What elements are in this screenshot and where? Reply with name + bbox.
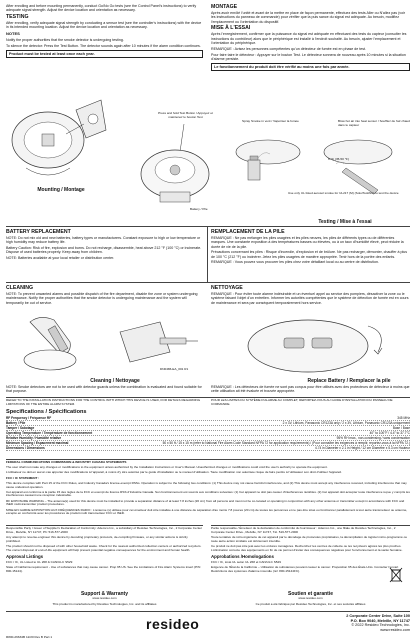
cleaning-figure: [10, 312, 200, 380]
testing-title-fr: MISE À L'ESSAI: [211, 25, 251, 32]
annual-test-box-en: Product must be tested at least once each year.: [6, 50, 203, 58]
detector-illustration: [120, 112, 220, 222]
spec-label: Tamper / Sabotage: [6, 426, 35, 430]
support-fr: [211, 591, 410, 602]
testing-caption: Testing / Mise à l'essai: [318, 219, 372, 225]
battery-p1-en: NOTE: Do not mix old and new batteries, battery types or manufacturers. Constant exposure to high or low temperature or high humidity may reduce battery life.: [6, 236, 201, 245]
cleaning-en-section: [6, 285, 203, 306]
made-by-fr: [211, 603, 410, 608]
battery-title-fr: REMPLACEMENT DE LA PILE: [211, 229, 285, 235]
fcc-p3: This device complies with Part 15 of the FCC Rules, and Industry Canada's license-exempt RSSs. Operation is subject to the following two conditions: (1) This device may not cause harmful interference, and (2) This device must accept any interference received, including interference that may cause undesired operation.: [6, 480, 407, 489]
montage-intro-fr: Après avoir enrôlé l'unité et avant de la mettre en place de façon permanente, effectuez des tests Aller ou N'allez pas (voir les instructions du panneau de commande) pour vérifier que la puis sance du signal est adéquate. Au besoin, modifiez l'emplacement ou l'orientation du dispositif.: [211, 11, 406, 24]
spec-label: RF Frequency / Fréquence RF: [6, 416, 52, 420]
address-line-2: P.O. Box 9040, Melville, NY 11747: [350, 618, 410, 623]
manufacturer-fr: Ce produit a été fabriqué par Resideo Technologies, Inc. et ses sociétés affiliées: [255, 602, 366, 606]
replace-battery-figure: [228, 312, 408, 380]
footer-url[interactable]: www.resideo.com: [380, 627, 410, 632]
footer-address: [270, 614, 410, 632]
address-line-1: 2 Corporate Center Drive, Suite 100: [346, 614, 410, 618]
testing-figure: [228, 120, 410, 210]
listings-title-fr: Approbations /Homologations: [211, 553, 274, 559]
divider-battery: [6, 226, 410, 227]
fcc-p1: The user shall not make any changes or modifications to the equipment unless authorized by the Installation Instructions or User's Manual. Unauthorized changes or modifications could void the user's authority to operate the equipment.: [6, 465, 328, 470]
reverse-engineer-en: Any attempt to reverse-engineer this device by decoding proprietary protocols, de-compiling firmware, or any similar actions is strictly prohibited.: [6, 534, 188, 543]
spec-value: Base / Base: [392, 426, 410, 430]
test-button-figure: [120, 112, 220, 222]
spec-row: [6, 446, 410, 451]
heat-callout: Blow hot air into heat sensor / Soufflez de l'air chaud dans le capteur: [338, 119, 410, 127]
montage-title-fr: MONTAGE: [211, 4, 238, 10]
spec-value: 95% RH max., non-condensing / sans condensation: [336, 436, 410, 440]
cleaning-caption: Cleaning / Nettoyage: [90, 378, 140, 384]
testing-en-section: [6, 4, 203, 58]
prop65-en: State of California requirement - Use of substances that may cause cancer. Prop 65 US. See the Limitations of Fire Alarm Systems insert (P/N 800-15144).: [6, 564, 201, 573]
fcc-ic-title: FCC / IC STATEMENT :: [6, 475, 40, 480]
testing-body-en: After enrolling, verify adequate signal strength by conducting a sensor test (see the controller's instructions) with the device in its intended mounting location. Adjust the device location and orientation as necessary.: [6, 21, 202, 30]
specs-table: [6, 416, 410, 451]
listings-items-fr: FCC / IC, Listé UL selon UL 268 et CAN/ULC S529: [211, 559, 281, 564]
specs-title: Specifications / Spécifications: [6, 409, 87, 415]
fcc-p3-fr: Cet appareil est conforme à la partie 15 des règles de la FCC et exempt de licence RSS d'Industrie Canada. Son fonctionnement est soumis aux conditions suivantes: (1) Cet appareil ne doit pas causer d'interférences nuisibles. (2) Cet appareil doit accepter toute interférence reçue y compris les interférences causant une réception indésirable.: [6, 489, 410, 498]
battery-p2-en: Battery Caution: Risk of fire, explosion and burns. Do not recharge, disassemble, heat above 212 °F (100 °C) or incinerate. Dispose of used batteries properly. Keep away from children.: [6, 246, 202, 255]
divider-footer: [6, 611, 410, 612]
guard-note-en: [6, 385, 203, 395]
listings-items-en: FCC / IC, UL Listed to UL 268 & CAN/ULC S529: [6, 559, 73, 564]
refer-text-en: REFER TO THE INSTALLATION INSTRUCTIONS FOR THE CONTROL WITH WHICH THIS DEVICE IS USED, FOR DETAILS REGARDING LIMITATIONS OF THE ENTIRE ALARM SYSTEM.: [6, 398, 201, 406]
spec-label: Operating Temperature / Température de fonctionnement: [6, 431, 93, 435]
mounting-intro-en: After enrolling and before mounting permanently, conduct Go/No Go tests (see the Control Panel's instructions) to verify adequate signal strength. Adjust the device location and orientation as necessary.: [6, 4, 197, 13]
testing-body-fr: Après l'enregistrement, confirmer que la puissance du signal est adéquate en effectuant des tests du capteur (consulter les instructions du contrôleur) alors que le périphérique est installé à l'endroit souhaité. Au besoin, ajuster l'emplacement et l'orientation du périphérique.: [211, 32, 407, 45]
spec-label: Dimensions / Dimensions: [6, 446, 45, 450]
disposal-fr: Ce produit ne doit pas être jeté avec les ordures ménagères. Recherchez les centres de collecte ou les recycleurs agréés les plus proches. L'élimination correcte des équipements en fin de vie permet d'éviter des conséquences négatives pour l'environnement et la santé humaine.: [211, 543, 403, 552]
cleaning-title-en: CLEANING: [6, 285, 34, 291]
copyright: © 2022 Resideo Technologies, Inc.: [351, 623, 410, 628]
battery-en-section: [6, 229, 203, 262]
spec-label: Battery / Pile: [6, 421, 26, 425]
cleaning-p1-en: NOTE: To prevent unwanted alarms and possible dispatch of the fire department, disable the zone or system undergoing maintenance. Notify the proper authorities that the smoke detector is undergoing maintenance and the system will temporarily be out of service.: [6, 292, 198, 305]
detector-guards-note-fr: REMARQUE : Les détecteurs de fumée ne sont pas conçus pour être utilisés avec des protecteurs de détecteur à moins que cette utilisation ait été évaluée et trouvée appropriée.: [211, 385, 410, 394]
spec-label: Minimum Spacing / Espacement maximal: [6, 441, 69, 445]
prop65-fr: Exigence de l'État de la Californie – Utilisation de substances pouvant causer le cancer. Proposition 65 des États-Unis. Consulter l'encart Restrictions des systèmes d'alarme incendie (réf. 800-15144FC).: [211, 564, 399, 573]
guard-note-fr: [211, 385, 410, 395]
responsible-party-en: Responsible Party / Issuer of Supplier's Declaration of Conformity: Ademco Inc., a subsidiary of Resideo Technologies, Inc., 2 Corporate Center Drive., Melville, NY 11747, Ph: 516-577-2000: [6, 526, 203, 534]
document-number: R800-26634B 12/20 Rev B Part 1: [6, 635, 53, 639]
battery-p2-fr: Précautions concernant les piles : Risque d'incendie, d'explosion et de brûlure. Ne pas recharger, démonter, chauffer à plus de 100 °C (212 °F) ou incinérer. Jetez les piles usagées de manière appropriée. Tenir hors de la portée des enfants.: [211, 250, 408, 259]
battery-p1-fr: REMARQUE : Ne pas mélanger les piles usagées et les piles neuves, les piles de différents types ou de différentes marques. Une constante exposition à des températures basses ou élevées, ou à un taux d'humidité élevé, peut réduire la durée de vie de la pile.: [211, 236, 404, 249]
annual-test-box-fr: Le fonctionnement du produit doit être vérifié au moins une fois par année.: [211, 63, 410, 71]
made-by-en: [6, 603, 203, 608]
resideo-logo: resideo: [146, 616, 200, 632]
silence-body-en: To silence the detector: Press the Test Button. The detector sounds again after 10 minutes if the alarm condition continues.: [6, 43, 201, 48]
listings-title-en: Approval Listings: [6, 553, 44, 559]
disposal-en: The product should not be disposed of with other household waste. Check for the nearest authorized collection centers or authorized recyclers. The correct disposal of end-of-life equipment will help prevent potential negative consequences for the environment and human health.: [6, 543, 202, 552]
spec-value: 50 x 50 ft / 15 x 15 m (refer to National Fire Alarm Code Standard NFPA 72 for application requirements) / (Pour connaître les exigences à remplir, reportez-vous à la NFPA 72.): [162, 441, 410, 445]
fcc-p1-fr: L'utilisateur ne doit en aucun cas apporter des modifications à l'appareil, à moins d'y être autorisé par le guide d'installation ou le manuel d'utilisation. Toute modification non autorisée risque de faire perdre à l'utilisateur son droit d'utiliser l'appareil.: [6, 470, 342, 475]
spec-value: 2 x 3V, Lithium, Panasonic CR123A only / 2 x 3V, Lithium, Panasonic CR123A uniquement: [282, 421, 410, 425]
spec-value: 4.74 in Diameter x 2.1 in Height / 12 cm Diamètre x 5.3 cm Hauteur: [315, 446, 410, 450]
testing-fr-section: [211, 4, 410, 71]
notes-body-en: Notify the proper authorities that the smoke detector is undergoing testing.: [6, 38, 124, 43]
manufacturer-en: This product is manufactured by Resideo Technologies, Inc. and its affiliates: [52, 602, 157, 606]
cleaning-title-fr: NETTOYAGE: [211, 285, 243, 291]
fcc-section: [6, 459, 410, 517]
refer-fr: [211, 399, 410, 408]
divider-cleaning: [6, 282, 410, 283]
support-en: [6, 591, 203, 602]
battery-title-en: BATTERY REPLACEMENT: [6, 229, 71, 235]
battery-p3-en: NOTE: Batteries available at your local retailer or distribution center.: [6, 256, 115, 261]
mounting-figure: [6, 90, 116, 190]
column-divider-1: [207, 226, 208, 282]
support-url-fr[interactable]: www.resideo.com: [298, 596, 323, 600]
spec-value: 345 MHz: [397, 416, 410, 420]
aerosol-note: Use only UL listed aerosol smoke for UL217 (M) (Solo/Testifire) to test the device: [288, 191, 399, 195]
specifications: [6, 409, 410, 451]
responsible-party-fr: Partie responsable / Émetteur de la déclaration de conformité du fournisseur : Ademco Inc., une filiale de Resideo Technologies, Inc., 2 Corporate Center Drive., Melville, NY 11747, Tél. 516-577-2000: [211, 526, 396, 534]
cleaning-p1-fr: REMARQUE : Pour éviter toute alarme indésirable et un éventuel appel au service des pompiers, désactiver la zone ou le système faisant l'objet d'un entretien. Informer les autorités compétentes que le système de détection de fumée est en cours de maintenance et sera par conséquent temporairement hors service.: [211, 292, 409, 305]
test-button-callout: Press and hold Test Button / Appuyez et maintenez le bouton Test: [158, 111, 213, 119]
cleaning-figure-code: DN0486-EA_001 R1: [160, 367, 189, 371]
notes-body-fr: REMARQUE : Avisez les personnes compétentes qu'un détecteur de fumée est en phase de test.: [211, 46, 367, 51]
bottom-fr: [211, 525, 410, 575]
fcc-p4-fr: MISE EN GARDE EXPOSITION AUX FRÉQUENCES RADIO : L'antenne (s) utilisée pour cet émetteur doit être installée à une distance de séparation d'au moins 7.8 pouces (20 cm) de toutes les personnes et ne pas être situé ou fonctionner parallèlement à tout autre transmetteur ou antenne, excepté en conformité avec les procédures de produit multi transmetteur FCC et ISED.: [6, 507, 408, 516]
notes-title-en: NOTES: [6, 31, 20, 37]
fcc-p4: RF EXPOSURE WARNING – The antenna(s) used for this device must be installed to provide a separation distance of at least 7.8 inches (20 cm) from all persons and must not be co-located or operating in conjunction with any other antenna or transmitter except in accordance with FCC and ISED multi-transmitter product procedures.: [6, 498, 405, 507]
spec-label: Relative Humidity / Humidité relative: [6, 436, 62, 440]
battery-callout: Battery / Pile: [190, 207, 208, 211]
temperature-callout: 6 °C (35-50 °F): [328, 157, 349, 161]
silence-body-fr: Pour faire taire le détecteur : Appuyer sur le bouton Test. Le détecteur sonnera de nouveau après 10 minutes si la situation d'alarme persiste.: [211, 52, 406, 61]
replace-battery-illustration: [228, 312, 408, 380]
support-title-en: Support & Warranty: [80, 591, 129, 597]
mounting-illustration: [6, 90, 116, 190]
support-url-en[interactable]: www.resideo.com: [92, 596, 117, 600]
spray-callout: Spray Smoke in vent / Vaporiser la fumée: [242, 119, 299, 123]
weee-bin-icon: [388, 566, 404, 584]
battery-fr-section: [211, 229, 410, 266]
testing-illustration: [228, 120, 410, 210]
reverse-engineer-fr: Toute tentative de rétro-ingénierie de cet appareil par le décodage de protocoles propriétaires, la décompilation de logiciel micro-programmé ou toute autre action similaire est strictement interdite.: [211, 534, 408, 543]
support-title-fr: Soutien et garantie: [287, 591, 333, 597]
spec-value: 40° to 100°F / 4.4° to 37.7°C: [369, 431, 410, 435]
refer-en: [6, 399, 203, 408]
cleaning-fr-section: [211, 285, 410, 306]
detector-guards-note-en: NOTE: Smoke detectors are not to be used with detector guards unless the combination is evaluated and found suitable for that purpose.: [6, 385, 202, 394]
bottom-en: [6, 525, 203, 575]
testing-title-en: TESTING: [6, 14, 29, 21]
refer-text-fr: POUR LES LIMITES DU SYSTÈME D'ALARME AU COMPLET, REPORTEZ-VOUS AU GUIDE D'INSTALLATION DU PANNEAU DE COMMANDE.: [211, 398, 393, 406]
battery-p3-fr: REMARQUE : Vous pouvez vous procurer les piles chez votre détaillant local ou au centre de distribution.: [211, 260, 379, 265]
fcc-title: FEDERAL COMMUNICATIONS COMMISSION & INDUSTRY CANADA STATEMENTS: [6, 460, 127, 464]
replace-battery-caption: Replace Battery / Remplacer la pile: [307, 378, 391, 384]
mounting-caption: Mounting / Montage: [37, 187, 85, 193]
